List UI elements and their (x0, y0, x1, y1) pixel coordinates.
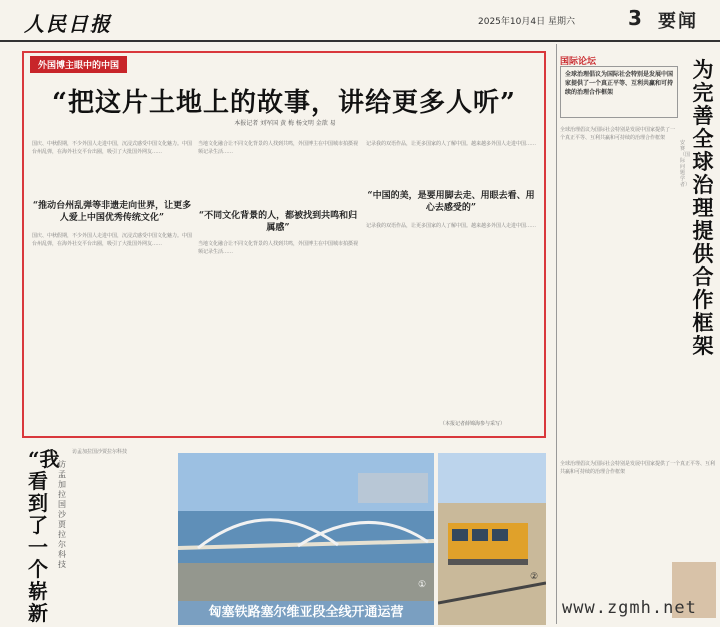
feature-subhead-3: “中国的美，是要用脚去走、用眼去看、用心去感受的” (367, 191, 535, 213)
feature-headline[interactable]: “把这片土地上的故事，讲给更多人听” (52, 88, 516, 118)
feature-body-mid: 当地文化融合让不同文化背景的人找到共鸣，外国博主在中国城市拍摄视频记录生活…… (198, 141, 358, 155)
commentary-tag: 国际论坛 (560, 57, 597, 67)
bridge-photo-illustration (178, 453, 434, 601)
commentary-body: 全球治理倡议为国际社会特别是发展中国家提供了一个真正平等、互利共赢和可持续的治理合作框架 (560, 127, 676, 141)
feature-ending-note: （本报记者薛锦海参与采写） (440, 421, 506, 427)
feature-body-left: 国庆、中秋假期，不少外国人走进中国，沉浸式感受中国文化魅力。中国台州乱弹，在海外社交平台出圈，吸引了大批国外网友…… (32, 141, 192, 155)
bottom-left-body: 访孟加拉国沙贾拉尔科技 (72, 449, 128, 455)
newspaper-logo: 人民日报 (24, 12, 112, 36)
train-photo-illustration (438, 453, 546, 625)
feature-body-right: 记录我的双语作品，让更多国家的人了解中国。越来越多外国人走进中国…… (366, 141, 536, 147)
site-watermark: www.zgmh.net (562, 598, 697, 618)
feature-byline: 本报记者 刘军国 黄 梅 杨文明 金歆 易 (234, 120, 336, 127)
bottom-left-headline[interactable]: “我看到了一个崭新 (28, 447, 60, 625)
column-divider (556, 44, 557, 624)
commentary-author: 安赛 （国际问题学者） (680, 140, 691, 188)
feature-subhead-1: “推动台州乱弹等非遗走向世界，让更多人爱上中国优秀传统文化” (32, 201, 192, 223)
bridge-photo[interactable] (178, 453, 434, 601)
feature-body-left-2: 国庆、中秋假期，不少外国人走进中国，沉浸式感受中国文化魅力。中国台州乱弹，在海外社交平台出圈，吸引了大批国外网友…… (32, 233, 192, 247)
commentary-vertical-headline[interactable]: 为完善全球治理提供合作框架 (692, 57, 714, 358)
bottom-left-subline: 访孟加拉国沙贾拉尔科技 (58, 460, 66, 569)
photo-caption: 匈塞铁路塞尔维亚段全线开通运营 (178, 601, 434, 625)
feature-body-right-2: 记录我的双语作品，让更多国家的人了解中国。越来越多外国人走进中国…… (366, 223, 536, 229)
feature-kicker: 外国博主眼中的中国 (30, 56, 127, 73)
dateline: 2025年10月4日 星期六 (478, 17, 575, 27)
train-photo[interactable] (438, 453, 546, 625)
feature-subhead-2: “不同文化背景的人，都被找到共鸣和归属感” (198, 211, 358, 233)
photo-number-2: ② (530, 572, 539, 582)
page-number: 3 (628, 6, 642, 30)
section-title: 要闻 (658, 11, 698, 32)
photo-number-1: ① (418, 580, 427, 590)
commentary-body-2: 全球治理倡议为国际社会特别是发展中国家提供了一个真正平等、互利共赢和可持续的治理合作框架 (560, 461, 716, 475)
feature-body-mid-2: 当地文化融合让不同文化背景的人找到共鸣，外国博主在中国城市拍摄视频记录生活…… (198, 241, 358, 255)
commentary-summary-box: 全球治理倡议为国际社会特别是发展中国家提供了一个真正平等、互利共赢和可持续的治理合作框架 (560, 66, 678, 118)
